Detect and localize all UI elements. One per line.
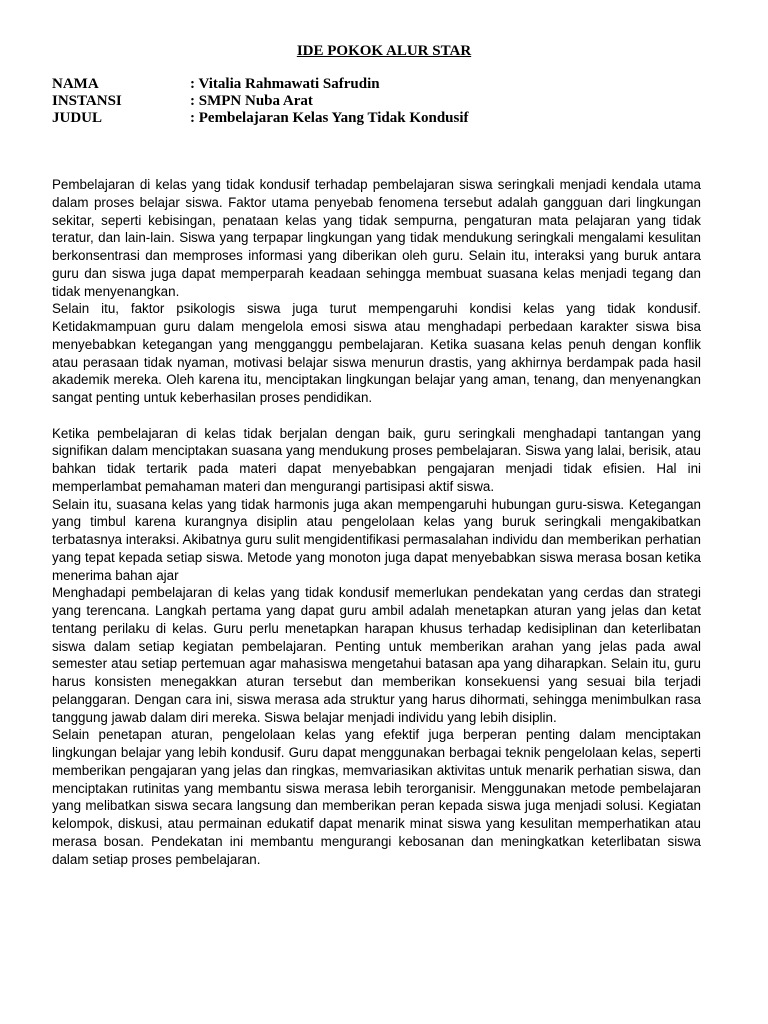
meta-row-instansi (52, 93, 469, 110)
meta-row-nama (52, 76, 469, 93)
meta-row-judul (52, 110, 469, 127)
meta-label-instansi: INSTANSI (52, 93, 122, 109)
meta-value-nama: : Vitalia Rahmawati Safrudin (190, 76, 380, 92)
meta-value-judul: : Pembelajaran Kelas Yang Tidak Kondusif (190, 110, 469, 126)
meta-label-judul: JUDUL (52, 110, 103, 126)
document-meta (52, 76, 469, 127)
document-title: IDE POKOK ALUR STAR (296, 43, 472, 59)
meta-value-instansi: : SMPN Nuba Arat (190, 93, 313, 109)
document-body (52, 176, 701, 868)
paragraph-5: Menghadapi pembelajaran di kelas yang tidak kondusif memerlukan pendekatan yang cerdas dan strategi yang terencana. Langkah pertama yang dapat guru ambil adalah menetapkan aturan yang jelas dan ketat tentang perilaku di kelas. Guru perlu menetapkan harapan khusus terhadap kedisiplinan dan keterlibatan siswa dalam setiap kegiatan pembelajaran. Penting untuk memberikan arahan yang jelas pada awal semester atau setiap pertemuan agar mahasiswa mengetahui batasan apa yang diharapkan. Selain itu, guru harus konsisten menegakkan aturan tersebut dan memberikan konsekuensi yang sesuai bila terjadi pelanggaran. Dengan cara ini, siswa merasa ada struktur yang harus dihormati, sehingga menimbulkan rasa tanggung jawab dalam diri mereka. Siswa belajar menjadi individu yang lebih disiplin. (52, 585, 701, 725)
paragraph-4: Selain itu, suasana kelas yang tidak harmonis juga akan mempengaruhi hubungan guru-siswa. Ketegangan yang timbul karena kurangnya disiplin atau pengelolaan kelas yang buruk seringkali mengakibatkan terbatasnya interaksi. Akibatnya guru sulit mengidentifikasi permasalahan individu dan memberikan perhatian yang tepat kepada setiap siswa. Metode yang monoton juga dapat menyebabkan siswa merasa bosan ketika menerima bahan ajar (52, 496, 701, 583)
paragraph-2: Selain itu, faktor psikologis siswa juga turut mempengaruhi kondisi kelas yang tidak kondusif. Ketidakmampuan guru dalam mengelola emosi siswa atau menghadapi perbedaan karakter siswa bisa menyebabkan ketegangan yang mengganggu pembelajaran. Ketika suasana kelas penuh dengan konflik atau perasaan tidak nyaman, motivasi belajar siswa menurun drastis, yang akhirnya berdampak pada hasil akademik mereka. Oleh karena itu, menciptakan lingkungan belajar yang aman, tenang, dan menyenangkan sangat penting untuk keberhasilan proses pendidikan. (52, 301, 701, 405)
paragraph-6: Selain penetapan aturan, pengelolaan kelas yang efektif juga berperan penting dalam menciptakan lingkungan belajar yang lebih kondusif. Guru dapat menggunakan berbagai teknik pengelolaan kelas, seperti memberikan pengajaran yang jelas dan ringkas, memvariasikan aktivitas untuk menarik perhatian siswa, dan menciptakan rutinitas yang membantu siswa merasa lebih terorganisir. Menggunakan metode pembelajaran yang melibatkan siswa secara langsung dan memberikan peran kepada siswa juga menjadi solusi. Kegiatan kelompok, diskusi, atau permainan edukatif dapat menarik minat siswa yang kesulitan memperhatikan atau merasa bosan. Pendekatan ini membantu mengurangi kebosanan dan meningkatkan keterlibatan siswa dalam setiap proses pembelajaran. (52, 727, 701, 867)
paragraph-1: Pembelajaran di kelas yang tidak kondusif terhadap pembelajaran siswa seringkali menjadi kendala utama dalam proses belajar siswa. Faktor utama penyebab fenomena tersebut adalah gangguan dari lingkungan sekitar, seperti kebisingan, penataan kelas yang tidak sempurna, pengaturan mata pelajaran yang tidak teratur, dan lain-lain. Siswa yang terpapar lingkungan yang tidak mendukung seringkali mengalami kesulitan berkonsentrasi dan memproses informasi yang diberikan oleh guru. Selain itu, interaksi yang buruk antara guru dan siswa juga dapat memperparah keadaan sehingga membuat suasana kelas menjadi tegang dan tidak menyenangkan. (52, 177, 701, 299)
meta-label-nama: NAMA (52, 76, 99, 92)
paragraph-3: Ketika pembelajaran di kelas tidak berjalan dengan baik, guru seringkali menghadapi tantangan yang signifikan dalam menciptakan suasana yang mendukung proses pembelajaran. Siswa yang lalai, berisik, atau bahkan tidak tertarik pada materi dapat menyebabkan pengajaran menjadi tidak efisien. Hal ini memperlambat pemahaman materi dan mengurangi partisipasi aktif siswa. (52, 425, 701, 494)
